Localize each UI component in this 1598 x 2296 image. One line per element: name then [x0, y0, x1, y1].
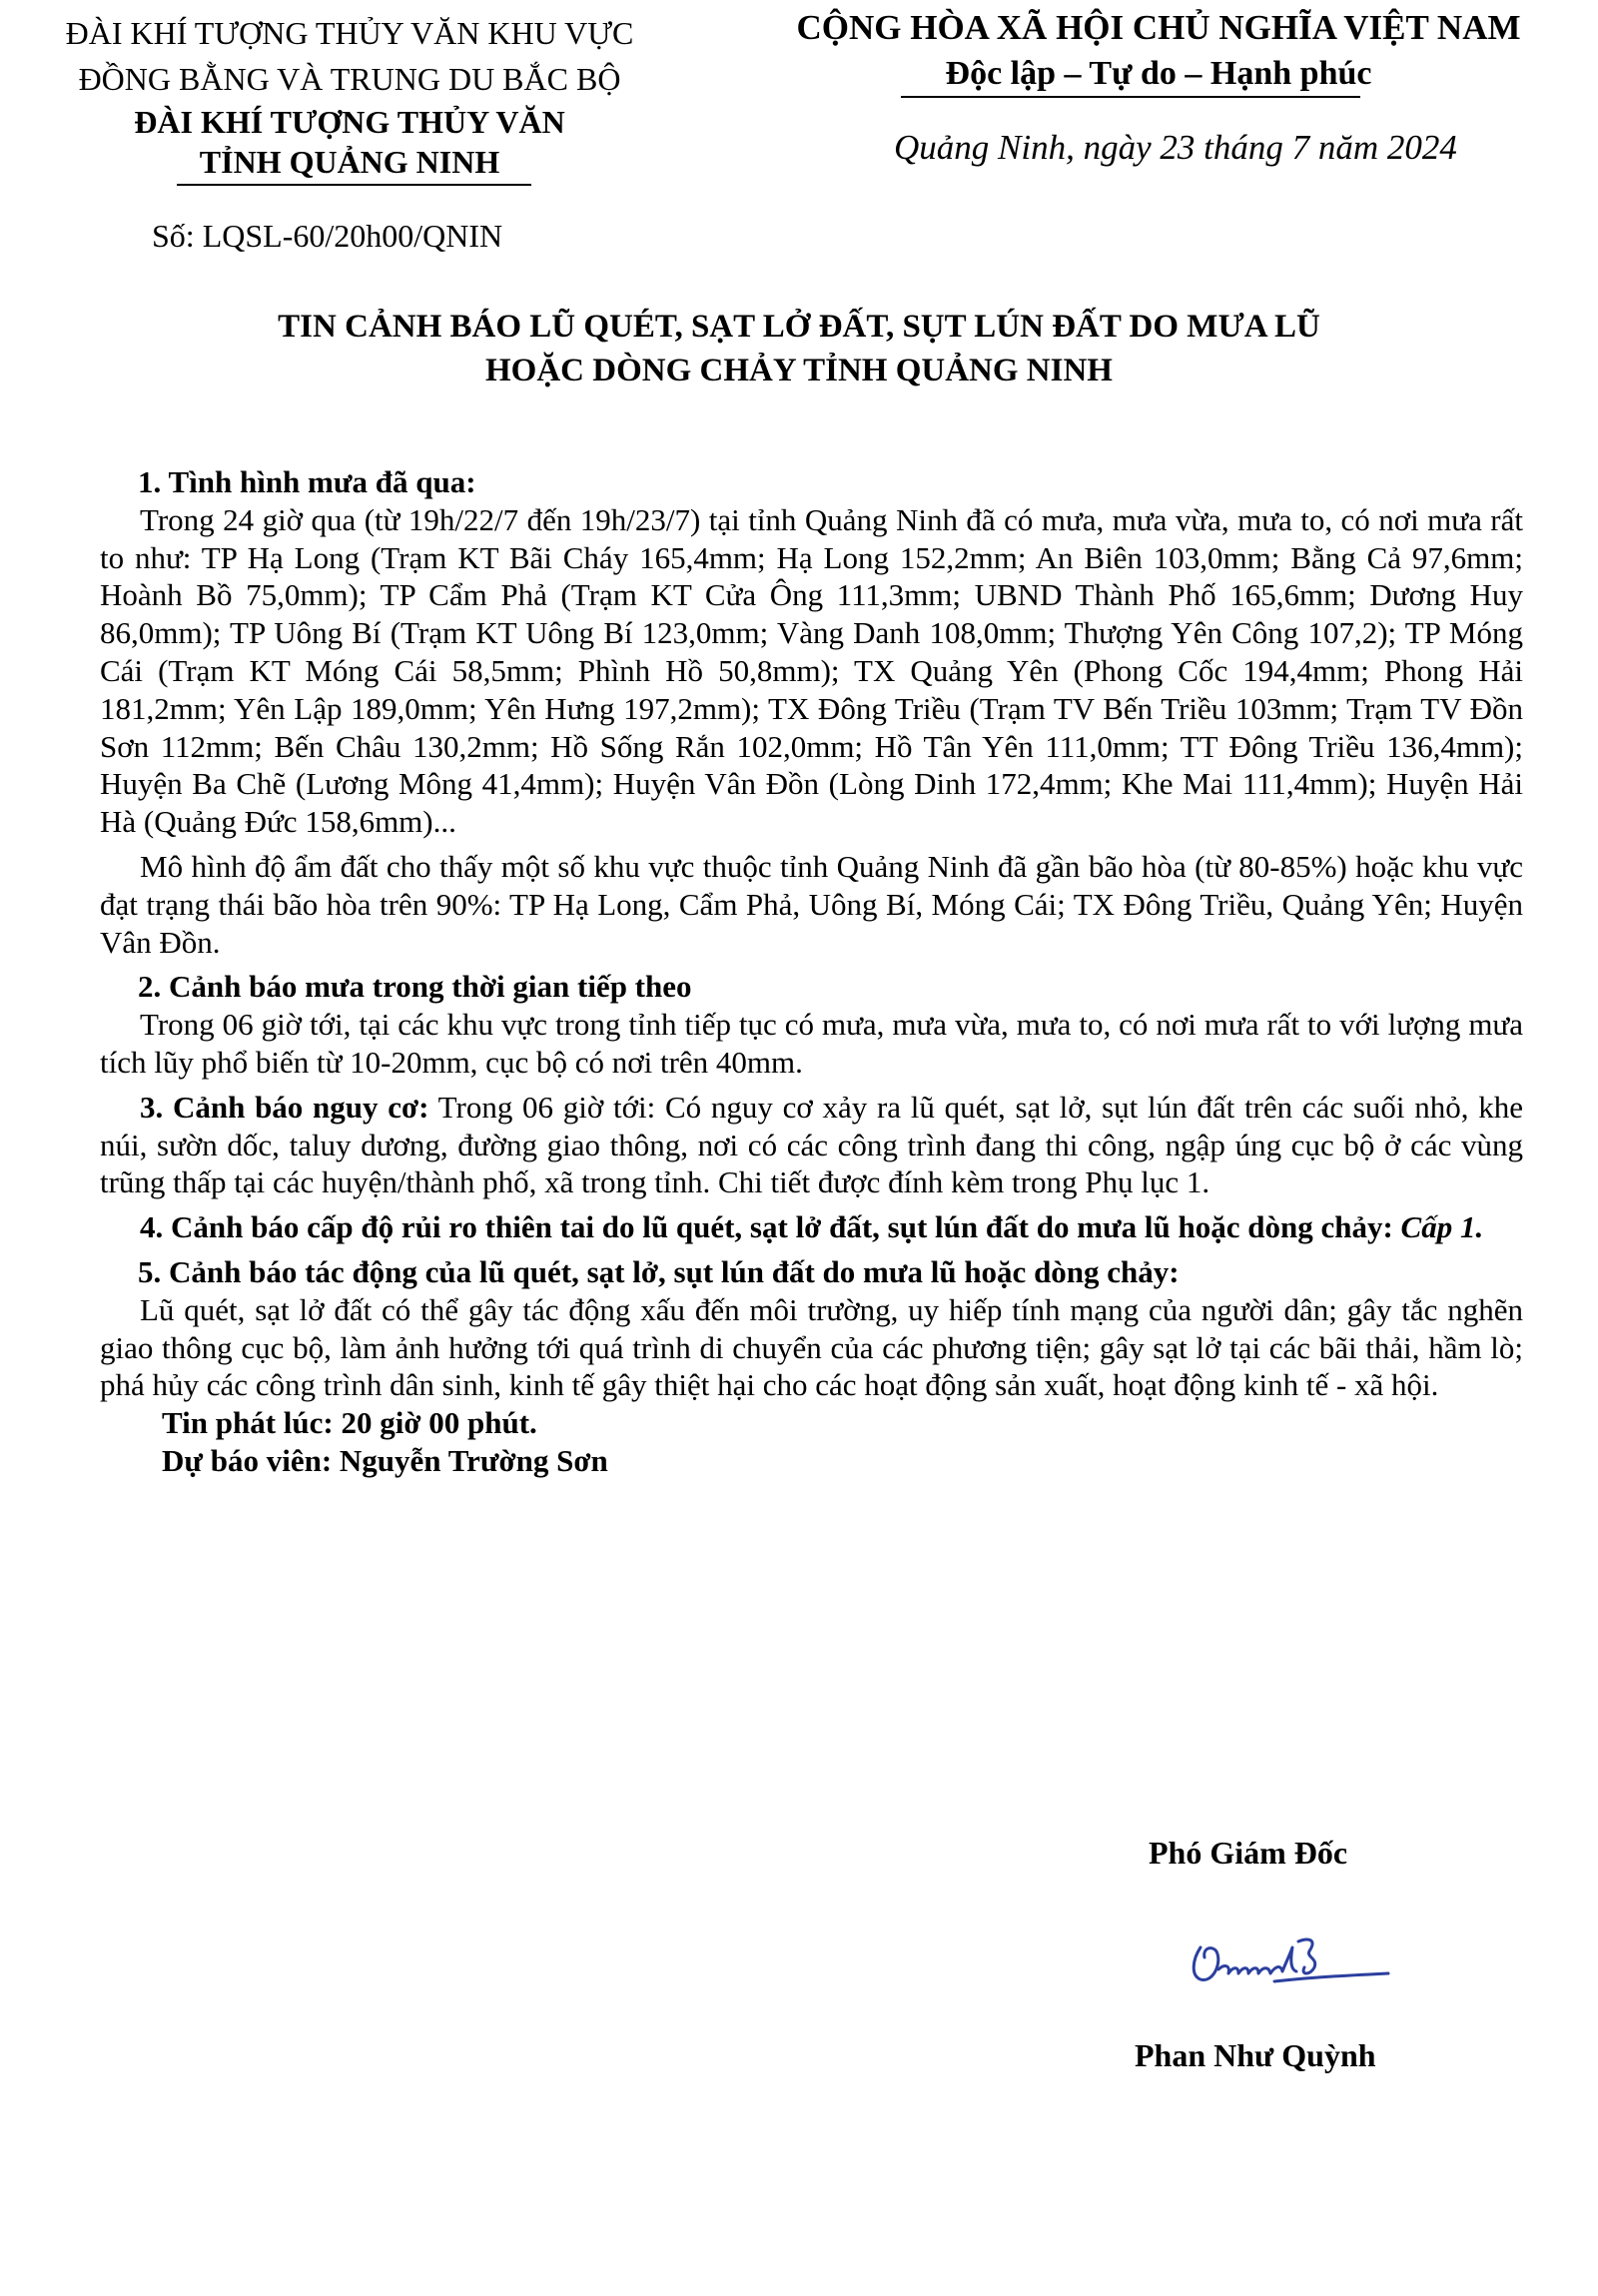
national-motto: Độc lập – Tự do – Hạnh phúc [945, 55, 1372, 92]
title-line-2: HOẶC DÒNG CHẢY TỈNH QUẢNG NINH [485, 353, 1113, 388]
section-2-heading: 2. Cảnh báo mưa trong thời gian tiếp theo [138, 969, 692, 1005]
document-body [100, 463, 1523, 1480]
section-1-heading: 1. Tình hình mưa đã qua: [138, 464, 476, 499]
section-1-paragraph-2: Mô hình độ ẩm đất cho thấy một số khu vực thuộc tỉnh Quảng Ninh đã gần bão hòa (từ 80-85%) hoặc khu vực đạt trạng thái bão hòa trên 90%: TP Hạ Long, Cẩm Phả, Uông Bí, Móng Cái; TX Đông Triều, Quảng Yên; Huyện Vân Đồn. [100, 848, 1523, 960]
agency-line-1: ĐÀI KHÍ TƯỢNG THỦY VĂN KHU VỰC [65, 15, 634, 51]
section-4-paragraph [100, 1208, 1523, 1246]
section-3-text: Trong 06 giờ tới: Có nguy cơ xảy ra lũ quét, sạt lở, sụt lún đất trên các suối nhỏ, khe núi, sườn dốc, taluy dương, đường giao thông, nơi có các công trình đang thi công, ngập úng cục bộ ở các vùng trũng thấp tại các huyện/thành phố, xã trong tỉnh. Chi tiết được đính kèm trong Phụ lục 1. [100, 1089, 1524, 1200]
risk-level: Cấp 1. [1400, 1209, 1484, 1245]
motto-rule [901, 96, 1360, 98]
section-2-paragraph: Trong 06 giờ tới, tại các khu vực trong tỉnh tiếp tục có mưa, mưa vừa, mưa to, có nơi mưa rất to với lượng mưa tích lũy phổ biến từ 10-20mm, cục bộ có nơi trên 40mm. [100, 1007, 1523, 1080]
section-4-heading: 4. Cảnh báo cấp độ rủi ro thiên tai do lũ quét, sạt lở đất, sụt lún đất do mưa lũ hoặc dòng chảy: [140, 1209, 1401, 1245]
section-1-paragraph-1: Trong 24 giờ qua (từ 19h/22/7 đến 19h/23/7) tại tỉnh Quảng Ninh đã có mưa, mưa vừa, mưa to, có nơi mưa rất to như: TP Hạ Long (Trạm KT Bãi Cháy 165,4mm; Hạ Long 152,2mm; An Biên 103,0mm; Bằng Cả 97,6mm; Hoành Bồ 75,0mm); TP Cẩm Phả (Trạm KT Cửa Ông 111,3mm; UBND Thành Phố 165,6mm; Dương Huy 86,0mm); TP Uông Bí (Trạm KT Uông Bí 123,0mm; Vàng Danh 108,0mm; Thượng Yên Công 107,2); TP Móng Cái (Trạm KT Móng Cái 58,5mm; Phình Hồ 50,8mm); TX Quảng Yên (Phong Cốc 194,4mm; Phong Hải 181,2mm; Yên Lập 189,0mm; Yên Hưng 197,2mm); TX Đông Triều (Trạm TV Bến Triều 103mm; Trạm TV Đồn Sơn 112mm; Bến Châu 130,2mm; Hồ Sống Rắn 102,0mm; Hồ Tân Yên 111,0mm; TT Đông Triều 136,4mm); Huyện Ba Chẽ (Lương Mông 41,4mm); Huyện Vân Đồn (Lòng Dinh 172,4mm; Khe Mai 111,4mm); Huyện Hải Hà (Quảng Đức 158,6mm)... [100, 501, 1523, 840]
station-line-1: ĐÀI KHÍ TƯỢNG THỦY VĂN [134, 104, 565, 140]
issue-time: Tin phát lúc: 20 giờ 00 phút. [162, 1405, 537, 1441]
left-header-rule [177, 184, 531, 186]
section-5-paragraph: Lũ quét, sạt lở đất có thể gây tác động xấu đến môi trường, uy hiếp tính mạng của người dân; gây tắc nghẽn giao thông cục bộ, làm ảnh hưởng tới quá trình di chuyển của các phương tiện; gây sạt lở tại các bãi thải, hầm lò; phá hủy các công trình dân sinh, kinh tế gây thiệt hại cho các hoạt động sản xuất, hoạt động kinh tế - xã hội. [100, 1291, 1523, 1403]
signature-stroke [1194, 1939, 1388, 1981]
signatory-title: Phó Giám Đốc [1149, 1835, 1348, 1871]
nation-name: CỘNG HÒA XÃ HỘI CHỦ NGHĨA VIỆT NAM [796, 8, 1521, 47]
date-line: Quảng Ninh, ngày 23 tháng 7 năm 2024 [894, 128, 1457, 167]
left-header [0, 10, 699, 182]
agency-line-2: ĐỒNG BẰNG VÀ TRUNG DU BẮC BỘ [78, 61, 621, 97]
station-line-2: TỈNH QUẢNG NINH [199, 144, 500, 180]
title-line-1: TIN CẢNH BÁO LŨ QUÉT, SẠT LỞ ĐẤT, SỤT LÚN ĐẤT DO MƯA LŨ [278, 309, 1320, 345]
document-title [0, 305, 1598, 392]
section-3-paragraph [100, 1089, 1523, 1201]
forecaster: Dự báo viên: Nguyễn Trường Sơn [162, 1442, 608, 1478]
section-3-heading: 3. Cảnh báo nguy cơ: [140, 1089, 429, 1125]
right-header [729, 5, 1588, 97]
section-5-heading: 5. Cảnh báo tác động của lũ quét, sạt lở, sụt lún đất do mưa lũ hoặc dòng chảy: [138, 1253, 1180, 1289]
signer-name: Phan Như Quỳnh [1135, 2037, 1376, 2073]
handwritten-signature [1179, 1917, 1408, 1997]
document-number: Số: LQSL-60/20h00/QNIN [152, 218, 503, 254]
